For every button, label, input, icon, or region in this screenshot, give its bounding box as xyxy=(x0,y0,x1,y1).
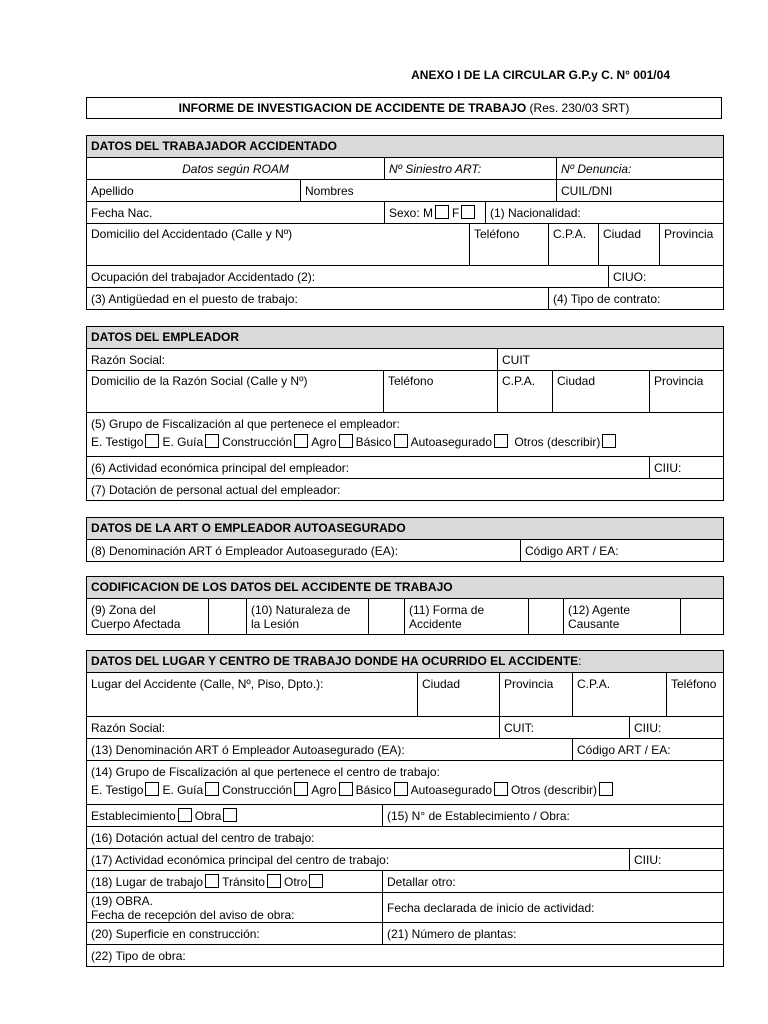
section-lugar xyxy=(86,650,724,967)
lugar-opt-guia-checkbox[interactable] xyxy=(205,782,219,796)
emp-opt-autoasegurado-label: Autoasegurado xyxy=(410,435,492,449)
naturaleza-line2: la Lesión xyxy=(251,616,300,631)
emp-opt-testigo-label: E. Testigo xyxy=(91,435,144,449)
codificacion-header: CODIFICACION DE LOS DATOS DEL ACCIDENTE DE TRABAJO xyxy=(87,577,724,599)
empleador-header: DATOS DEL EMPLEADOR xyxy=(87,327,724,349)
agente-line2: Causante xyxy=(568,616,620,631)
provincia-field[interactable]: Provincia xyxy=(660,224,724,266)
lugar-grupo-options xyxy=(91,782,719,797)
nacionalidad-field[interactable]: (1) Nacionalidad: xyxy=(486,202,724,224)
art-denominacion-field[interactable]: (8) Denominación ART ó Empleador Autoasegurado (EA): xyxy=(87,540,521,562)
zona-cuerpo-line2: Cuerpo Afectada xyxy=(91,616,181,631)
art-codigo-field[interactable]: Código ART / EA: xyxy=(521,540,724,562)
emp-telefono-field[interactable]: Teléfono xyxy=(384,371,498,413)
emp-grupo-label: (5) Grupo de Fiscalización al que pertenece el empleador: xyxy=(91,417,400,431)
report-title-main: INFORME DE INVESTIGACION DE ACCIDENTE DE TRABAJO xyxy=(178,101,527,115)
contrato-field[interactable]: (4) Tipo de contrato: xyxy=(549,288,724,310)
lugar-opt-agro-checkbox[interactable] xyxy=(339,782,353,796)
emp-grupo-options xyxy=(91,434,719,449)
establecimiento-checkbox[interactable] xyxy=(178,808,192,822)
tipo-obra-field[interactable]: (22) Tipo de obra: xyxy=(87,945,724,967)
apellido-field[interactable]: Apellido xyxy=(87,180,301,202)
lugar-opt-testigo-label: E. Testigo xyxy=(91,783,144,797)
emp-domicilio-field[interactable]: Domicilio de la Razón Social (Calle y Nº) xyxy=(87,371,384,413)
section-codificacion xyxy=(86,576,724,635)
lugar-opt-autoasegurado-label: Autoasegurado xyxy=(410,783,492,797)
emp-dotacion-field[interactable]: (7) Dotación de personal actual del empleador: xyxy=(87,479,724,501)
cuil-field[interactable]: CUIL/DNI xyxy=(557,180,724,202)
lugar-opt-basico-label: Básico xyxy=(355,783,392,797)
transito-checkbox[interactable] xyxy=(267,874,281,888)
siniestro-field[interactable]: Nº Siniestro ART: xyxy=(385,158,557,180)
emp-opt-otros-label: Otros (describir) xyxy=(514,435,601,449)
nombres-field[interactable]: Nombres xyxy=(301,180,557,202)
lugar-trabajo-checkbox[interactable] xyxy=(205,874,219,888)
emp-opt-guia-checkbox[interactable] xyxy=(205,434,219,448)
num-establecimiento-field[interactable]: (15) N° de Establecimiento / Obra: xyxy=(383,805,724,827)
emp-opt-construccion-label: Construcción xyxy=(222,435,293,449)
roam-label: Datos según ROAM xyxy=(87,158,385,180)
lugar-razon-field[interactable]: Razón Social: xyxy=(87,717,500,739)
forma-accidente-label xyxy=(405,599,529,635)
lugar-cpa-field[interactable]: C.P.A. xyxy=(573,673,667,717)
trabajador-header: DATOS DEL TRABAJADOR ACCIDENTADO xyxy=(87,136,724,158)
sexo-m-label: Sexo: M xyxy=(389,206,434,220)
lugar-ciiu-field[interactable]: CIIU: xyxy=(630,717,724,739)
ciudad-field[interactable]: Ciudad xyxy=(599,224,660,266)
transito-label: Tránsito xyxy=(222,875,265,889)
naturaleza-lesion-label xyxy=(247,599,369,635)
lugar-trabajo-label: (18) Lugar de trabajo xyxy=(91,875,204,889)
lugar-opt-agro-label: Agro xyxy=(311,783,337,797)
lugar-opt-testigo-checkbox[interactable] xyxy=(145,782,159,796)
lugar-header-text: DATOS DEL LUGAR Y CENTRO DE TRABAJO DONDE HA OCURRIDO EL ACCIDENTE xyxy=(91,654,579,668)
lugar-opt-otros-checkbox[interactable] xyxy=(599,782,613,796)
emp-cpa-field[interactable]: C.P.A. xyxy=(498,371,553,413)
cpa-field[interactable]: C.P.A. xyxy=(549,224,599,266)
lugar-opt-construccion-checkbox[interactable] xyxy=(294,782,308,796)
antiguedad-field[interactable]: (3) Antigüedad en el puesto de trabajo: xyxy=(87,288,549,310)
emp-opt-testigo-checkbox[interactable] xyxy=(145,434,159,448)
obra19-line1: (19) OBRA. xyxy=(91,894,154,908)
lugar-opt-autoasegurado-checkbox[interactable] xyxy=(494,782,508,796)
lugar-telefono-field[interactable]: Teléfono xyxy=(667,673,724,717)
lugar-grupo-field xyxy=(87,761,724,805)
obra-aviso-field[interactable] xyxy=(87,893,383,923)
sexo-m-checkbox[interactable] xyxy=(435,205,449,219)
forma-line1: (11) Forma de xyxy=(409,602,485,617)
lugar-actividad-field[interactable]: (17) Actividad económica principal del centro de trabajo: xyxy=(87,849,630,871)
fecha-nac-field[interactable]: Fecha Nac. xyxy=(87,202,385,224)
sexo-field xyxy=(385,202,486,224)
agente-line1: (12) Agente xyxy=(568,602,631,617)
lugar-header xyxy=(87,651,724,673)
lugar-opt-guia-label: E. Guía xyxy=(162,783,204,797)
lugar-opt-construccion-label: Construcción xyxy=(222,783,293,797)
otro-checkbox[interactable] xyxy=(309,874,323,888)
ciuo-field[interactable]: CIUO: xyxy=(609,266,724,288)
ocupacion-field[interactable]: Ocupación del trabajador Accidentado (2): xyxy=(87,266,609,288)
emp-provincia-field[interactable]: Provincia xyxy=(650,371,724,413)
emp-opt-autoasegurado-checkbox[interactable] xyxy=(494,434,508,448)
lugar-ciiu2-field[interactable]: CIIU: xyxy=(630,849,724,871)
emp-ciudad-field[interactable]: Ciudad xyxy=(553,371,650,413)
report-title xyxy=(86,97,722,119)
sexo-f-label: F xyxy=(452,206,460,220)
lugar-opt-otros-label: Otros (describir) xyxy=(511,783,598,797)
emp-opt-agro-label: Agro xyxy=(311,435,337,449)
lugar-grupo-label: (14) Grupo de Fiscalización al que pertenece el centro de trabajo: xyxy=(91,765,440,779)
superficie-field[interactable]: (20) Superficie en construcción: xyxy=(87,923,383,945)
lugar-codigo-field[interactable]: Código ART / EA: xyxy=(573,739,724,761)
naturaleza-line1: (10) Naturaleza de xyxy=(251,602,351,617)
emp-razon-field[interactable]: Razón Social: xyxy=(87,349,498,371)
fecha-inicio-field[interactable]: Fecha declarada de inicio de actividad: xyxy=(383,893,724,923)
zona-cuerpo-code[interactable] xyxy=(209,599,247,635)
emp-opt-basico-checkbox[interactable] xyxy=(394,434,408,448)
section-trabajador xyxy=(86,135,724,310)
emp-opt-construccion-checkbox[interactable] xyxy=(294,434,308,448)
lugar-cuit-field[interactable]: CUIT: xyxy=(500,717,630,739)
lugar-trabajo-field xyxy=(87,871,383,893)
emp-ciiu-field[interactable]: CIIU: xyxy=(650,457,724,479)
denuncia-field[interactable]: Nº Denuncia: xyxy=(557,158,724,180)
domicilio-field[interactable]: Domicilio del Accidentado (Calle y Nº) xyxy=(87,224,470,266)
sexo-f-checkbox[interactable] xyxy=(461,205,475,219)
lugar-ciudad-field[interactable]: Ciudad xyxy=(418,673,500,717)
emp-opt-basico-label: Básico xyxy=(355,435,392,449)
lugar-opt-basico-checkbox[interactable] xyxy=(394,782,408,796)
obra-label: Obra xyxy=(194,809,222,823)
obra-checkbox[interactable] xyxy=(223,808,237,822)
emp-actividad-field[interactable]: (6) Actividad económica principal del empleador: xyxy=(87,457,650,479)
zona-cuerpo-line1: (9) Zona del xyxy=(91,602,156,617)
annex-title: ANEXO I DE LA CIRCULAR G.P.y C. N° 001/04 xyxy=(411,68,670,82)
emp-grupo-field xyxy=(87,413,724,457)
emp-opt-agro-checkbox[interactable] xyxy=(339,434,353,448)
emp-opt-guia-label: E. Guía xyxy=(162,435,204,449)
obra19-line2: Fecha de recepción del aviso de obra: xyxy=(91,908,295,922)
lugar-header-colon: : xyxy=(578,654,582,668)
emp-opt-otros-checkbox[interactable] xyxy=(602,434,616,448)
plantas-field[interactable]: (21) Número de plantas: xyxy=(383,923,724,945)
agente-causante-code[interactable] xyxy=(681,599,724,635)
agente-causante-label xyxy=(564,599,681,635)
forma-line2: Accidente xyxy=(409,616,462,631)
establecimiento-obra-field xyxy=(87,805,383,827)
naturaleza-lesion-code[interactable] xyxy=(369,599,405,635)
lugar-dotacion-field[interactable]: (16) Dotación actual del centro de trabajo: xyxy=(87,827,724,849)
art-header: DATOS DE LA ART O EMPLEADOR AUTOASEGURADO xyxy=(87,518,724,540)
establecimiento-label: Establecimiento xyxy=(91,809,176,823)
lugar-accidente-field[interactable]: Lugar del Accidente (Calle, Nº, Piso, Dpto.): xyxy=(87,673,418,717)
emp-cuit-field[interactable]: CUIT xyxy=(498,349,724,371)
section-art xyxy=(86,517,724,562)
forma-accidente-code[interactable] xyxy=(529,599,564,635)
lugar-provincia-field[interactable]: Provincia xyxy=(500,673,573,717)
report-title-ref: (Res. 230/03 SRT) xyxy=(526,101,630,115)
zona-cuerpo-label xyxy=(87,599,209,635)
lugar-denominacion-field[interactable]: (13) Denominación ART ó Empleador Autoasegurado (EA): xyxy=(87,739,573,761)
section-empleador xyxy=(86,326,724,501)
detallar-otro-field[interactable]: Detallar otro: xyxy=(383,871,724,893)
otro-label: Otro xyxy=(283,875,308,889)
telefono-field[interactable]: Teléfono xyxy=(470,224,549,266)
